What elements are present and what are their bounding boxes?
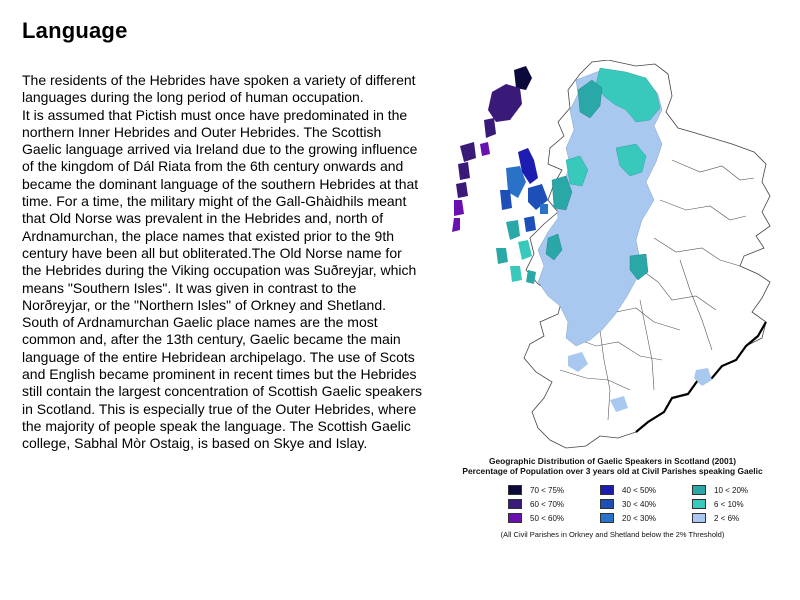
caption-subtitle: Percentage of Population over 3 years old at Civil Parishes speaking Gaelic [462, 466, 763, 476]
legend-label: 2 < 6% [714, 513, 740, 523]
body-text [22, 72, 422, 453]
legend-label: 40 < 50% [622, 485, 657, 495]
legend-label: 30 < 40% [622, 499, 657, 509]
legend-swatch [692, 513, 706, 523]
legend-swatch [508, 485, 522, 495]
map-caption [440, 456, 785, 476]
legend-label: 60 < 70% [530, 499, 565, 509]
paragraph: South of Ardnamurchan Gaelic place names are the most common and, after the 13th century, Gaelic became the main language of the entire Hebridean archipelago. The use of Scots and English became prominent in recent times but the Hebrides still contain the largest concentration of Scottish Gaelic speakers in Scotland. This is especially true of the Outer Hebrides, where the majority of people speak the language. The Scottish Gaelic college, Sabhal Mòr Ostaig, is based on Skye and Islay. [22, 314, 422, 452]
legend-item [692, 484, 784, 496]
legend-swatch [600, 513, 614, 523]
map-legend [508, 484, 788, 524]
gaelic-speakers-map [440, 60, 785, 455]
legend-item [600, 512, 692, 524]
legend-label: 10 < 20% [714, 485, 749, 495]
legend-label: 50 < 60% [530, 513, 565, 523]
outer-hebrides [452, 66, 532, 232]
legend-item [600, 484, 692, 496]
legend-swatch [508, 513, 522, 523]
legend-label: 70 < 75% [530, 485, 565, 495]
legend-note: (All Civil Parishes in Orkney and Shetland below the 2% Threshold) [500, 530, 725, 539]
legend-item [508, 512, 600, 524]
legend-swatch [692, 485, 706, 495]
legend-item [600, 498, 692, 510]
legend-label: 6 < 10% [714, 499, 744, 509]
paragraph: It is assumed that Pictish must once have predominated in the northern Inner Hebrides and Outer Hebrides. The Scottish Gaelic language arrived via Ireland due to the growing influence of the kingdom of Dál Riata from the 6th century onwards and became the dominant language of the southern Hebrides at that time. For a time, the military might of the Gall-Ghàidhils meant that Old Norse was prevalent in the Hebrides and, north of Ardnamurchan, the place names that existed prior to the 9th century have been all but obliterated.The Old Norse name for the Hebrides during the Viking occupation was Suðreyjar, which means "Southern Isles". It was given in contrast to the Norðreyjar, or the "Northern Isles" of Orkney and Shetland. [22, 106, 419, 313]
legend-item [508, 498, 600, 510]
legend-swatch [600, 499, 614, 509]
legend-label: 20 < 30% [622, 513, 657, 523]
legend-item [508, 484, 600, 496]
legend-item [692, 498, 784, 510]
page-title: Language [22, 18, 128, 43]
paragraph: The residents of the Hebrides have spoken a variety of different languages during the long period of human occupation. [22, 72, 416, 106]
caption-title: Geographic Distribution of Gaelic Speakers in Scotland (2001) [488, 456, 737, 466]
legend-item [692, 512, 784, 524]
legend-swatch [508, 499, 522, 509]
legend-swatch [692, 499, 706, 509]
legend-swatch [600, 485, 614, 495]
